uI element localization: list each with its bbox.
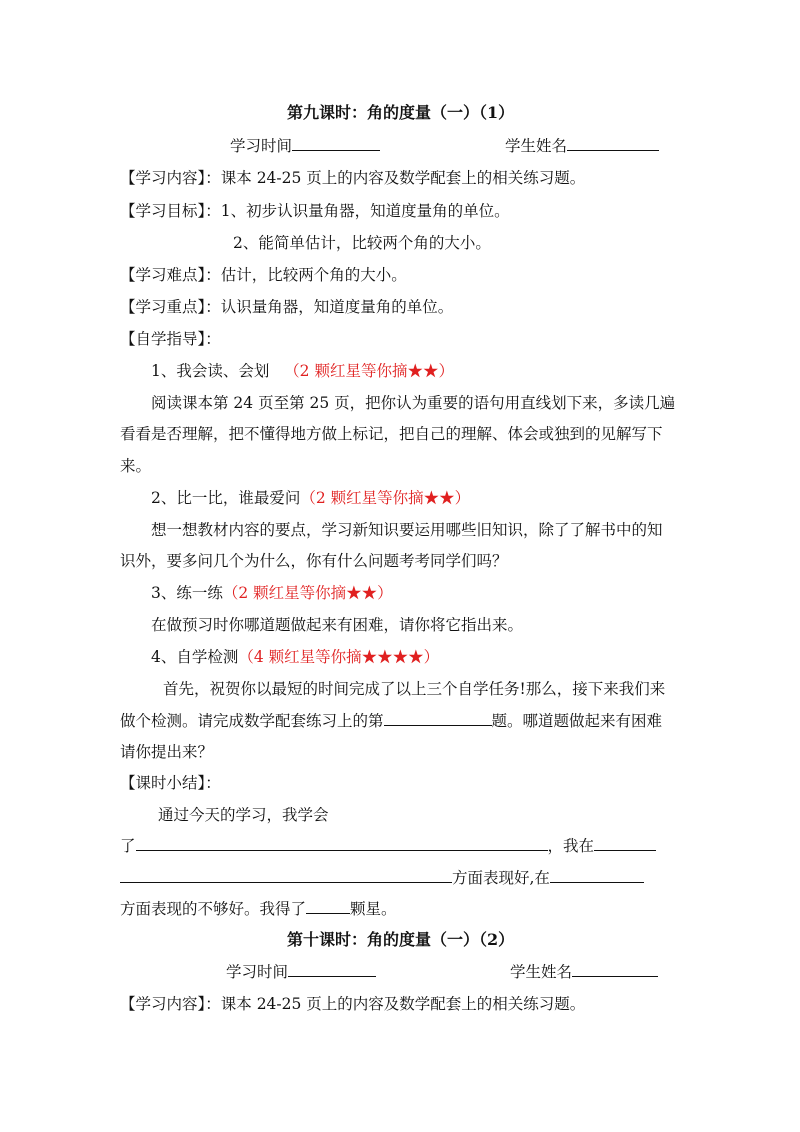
exercise-number-blank[interactable] [384, 711, 492, 726]
summary-label: 【课时小结】： [120, 774, 221, 792]
guide-label: 【自学指导】： [120, 330, 221, 348]
good-aspect-blank-start[interactable] [594, 836, 656, 851]
step4-title: 4、自学检测 [151, 648, 239, 666]
step3-title: 3、练一练 [151, 584, 223, 602]
lesson10-study-time-blank[interactable] [288, 962, 376, 977]
summary-line4-start: 方面表现的不够好。我得了 [120, 900, 307, 918]
step2-title: 2、比一比，谁最爱问 [151, 489, 301, 507]
goal-1: 1、初步认识量角器，知道度量角的单位。 [220, 202, 510, 220]
goal-2: 2、能简单估计，比较两个角的大小。 [233, 234, 491, 252]
good-aspect-blank[interactable] [120, 868, 452, 883]
difficulty-row [120, 265, 407, 285]
summary-line3 [120, 868, 644, 888]
lesson10-study-time-label: 学习时间 [226, 963, 289, 981]
step4-heading [151, 647, 439, 667]
learned-blank[interactable] [136, 836, 548, 851]
summary-line4 [120, 899, 397, 919]
step4-para-line2 [120, 711, 662, 731]
focus-row [120, 297, 453, 317]
step4-star: （4 颗红星等你摘★★★★） [238, 648, 440, 666]
lesson10-student-name-label: 学生姓名 [510, 963, 573, 981]
content-label: 【学习内容】： [120, 169, 221, 187]
student-name-field[interactable] [505, 136, 659, 156]
difficulty-text: 估计，比较两个角的大小。 [220, 266, 407, 284]
step4-para-line1: 首先，祝贺你以最短的时间完成了以上三个自学任务!那么，接下来我们来 [163, 680, 666, 698]
summary-line2 [120, 836, 656, 856]
step4-para-line3: 请你提出来？ [120, 743, 214, 761]
study-time-field[interactable] [230, 136, 380, 156]
lesson10-title: 第十课时：角的度量（一）（2） [287, 930, 515, 949]
lesson10-content-label: 【学习内容】： [120, 995, 221, 1013]
step2-para-line2: 识外，要多问几个为什么，你有什么问题考考同学们吗？ [120, 552, 508, 570]
step3-star: （2 颗红星等你摘★★） [222, 584, 393, 602]
lesson10-content-text: 课本 24-25 页上的内容及数学配套上的相关练习题。 [220, 995, 586, 1013]
step2-star: （2 颗红星等你摘★★） [300, 489, 471, 507]
study-time-label: 学习时间 [230, 137, 293, 155]
student-name-label: 学生姓名 [505, 137, 568, 155]
lesson10-study-time-field[interactable] [226, 962, 376, 982]
goal-label: 【学习目标】： [120, 202, 221, 220]
summary-line2-mid: ，我在 [547, 837, 595, 855]
step2-para-line1: 想一想教材内容的要点，学习新知识要运用哪些旧知识，除了了解书中的知 [151, 521, 663, 539]
student-name-blank[interactable] [567, 136, 659, 151]
lesson10-content-row [120, 994, 585, 1014]
summary-line3-text: 方面表现好,在 [452, 869, 550, 887]
step1-para-line3: 来。 [120, 457, 152, 475]
content-text: 课本 24-25 页上的内容及数学配套上的相关练习题。 [220, 169, 586, 187]
step1-heading [151, 361, 454, 381]
star-count-blank[interactable] [306, 899, 350, 914]
summary-line4-end: 颗星。 [350, 900, 397, 918]
goal-row [120, 201, 510, 221]
focus-text: 认识量角器，知道度量角的单位。 [220, 298, 454, 316]
study-time-blank[interactable] [292, 136, 380, 151]
step1-title: 1、我会读、会划 [151, 362, 270, 380]
lesson10-student-name-field[interactable] [510, 962, 658, 982]
step1-para-line2: 看看是否理解，把不懂得地方做上标记，把自己的理解、体会或独到的见解写下 [120, 425, 663, 443]
step3-heading [151, 583, 393, 603]
step4-para-line2-start: 做个检测。请完成数学配套练习上的第 [120, 712, 384, 730]
summary-line1: 通过今天的学习，我学会 [158, 806, 329, 824]
step4-para-line2-end: 题。哪道题做起来有困难 [491, 712, 663, 730]
step2-heading [151, 488, 470, 508]
step1-para-line1: 阅读课本第 24 页至第 25 页，把你认为重要的语句用直线划下来，多读几遍 [151, 394, 676, 412]
step1-star: （2 颗红星等你摘★★） [284, 362, 454, 380]
summary-line2-start: 了 [120, 837, 136, 855]
difficulty-label: 【学习难点】： [120, 266, 221, 284]
weak-aspect-blank[interactable] [550, 868, 644, 883]
focus-label: 【学习重点】： [120, 298, 221, 316]
step3-para: 在做预习时你哪道题做起来有困难，请你将它指出来。 [151, 616, 524, 634]
lesson10-student-name-blank[interactable] [572, 962, 658, 977]
lesson9-title: 第九课时：角的度量（一）（1） [287, 103, 515, 122]
content-row [120, 168, 585, 188]
